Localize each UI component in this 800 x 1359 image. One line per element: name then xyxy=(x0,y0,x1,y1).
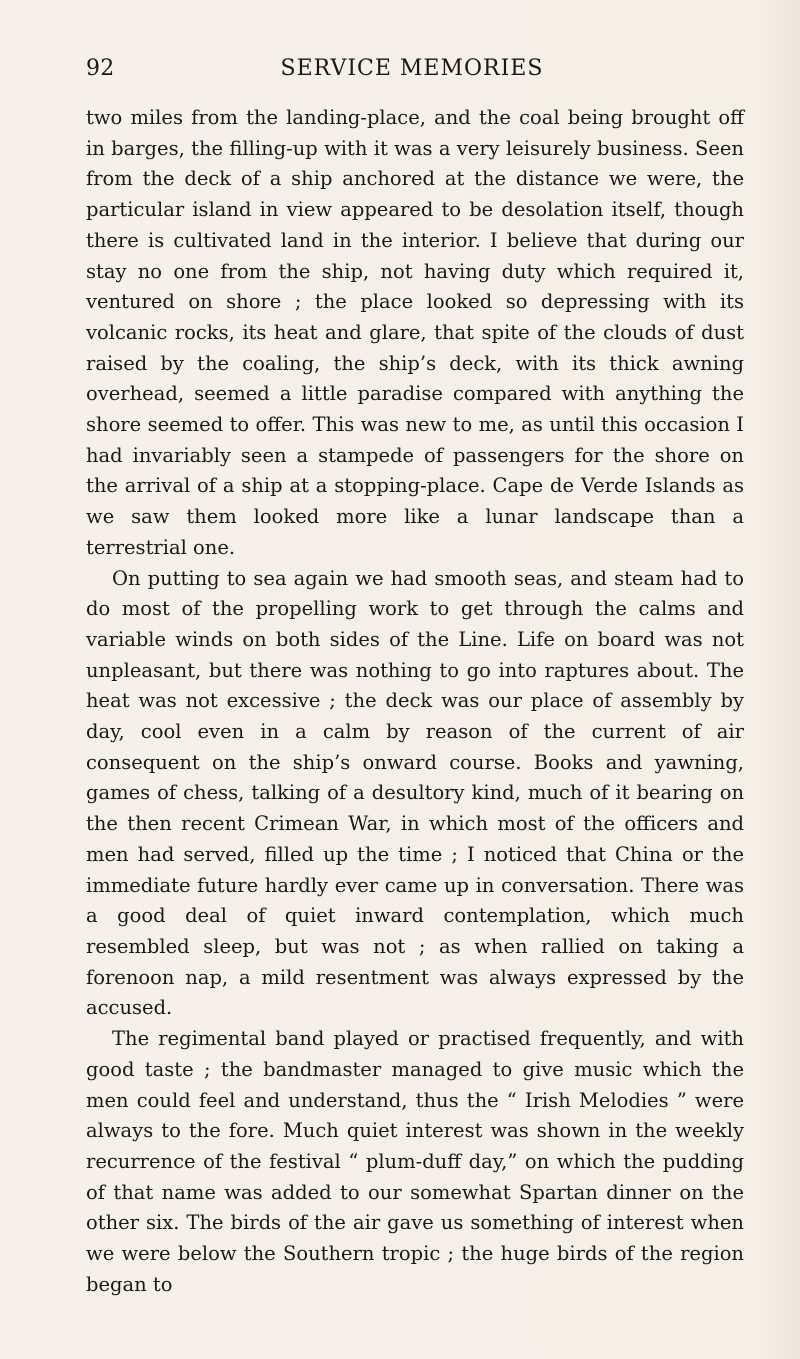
paragraph-1: two miles from the landing-place, and the coal being brought off in barges, the filling-up with it was a very leisurely business. Seen from the deck of a ship anchored at the distance we were, the particular island in view appeared to be desolation itself, though there is cultivated land in the interior. I believe that during our stay no one from the ship, not having duty which required it, ventured on shore ; the place looked so depressing with its volcanic rocks, its heat and glare, that spite of the clouds of dust raised by the coaling, the ship’s deck, with its thick awning overhead, seemed a little paradise compared with anything the shore seemed to offer. This was new to me, as until this occasion I had invariably seen a stampede of passengers for the shore on the arrival of a ship at a stopping-place. Cape de Verde Islands as we saw them looked more like a lunar landscape than a terrestrial one. xyxy=(86,106,744,559)
running-title: SERVICE MEMORIES xyxy=(280,56,544,81)
paragraph-3: The regimental band played or practised frequently, and with good taste ; the bandmaster managed to give music which the men could feel and understand, thus the “ Irish Melodies ” were always to the fore. Much quiet interest was shown in the weekly recurrence of the festival “ plum-duff day,” on which the pudding of that name was added to our somewhat Spartan dinner on the other six. The birds of the air gave us something of interest when we were below the Southern tropic ; the huge birds of the region began to xyxy=(86,1027,744,1296)
paragraph-2: On putting to sea again we had smooth seas, and steam had to do most of the propelling work to get through the calms and variable winds on both sides of the Line. Life on board was not unpleasant, but there was nothing to go into raptures about. The heat was not excessive ; the deck was our place of assembly by day, cool even in a calm by reason of the current of air consequent on the ship’s onward course. Books and yawning, games of chess, talking of a desultory kind, much of it bearing on the then recent Crimean War, in which most of the officers and men had served, filled up the time ; I noticed that China or the immediate future hardly ever came up in conversation. There was a good deal of quiet inward contemplation, which much resembled sleep, but was not ; as when rallied on taking a forenoon nap, a mild resentment was always expressed by the accused. xyxy=(86,566,744,1020)
body-text xyxy=(86,103,744,1300)
page-header xyxy=(86,56,738,88)
page-number: 92 xyxy=(86,56,115,81)
